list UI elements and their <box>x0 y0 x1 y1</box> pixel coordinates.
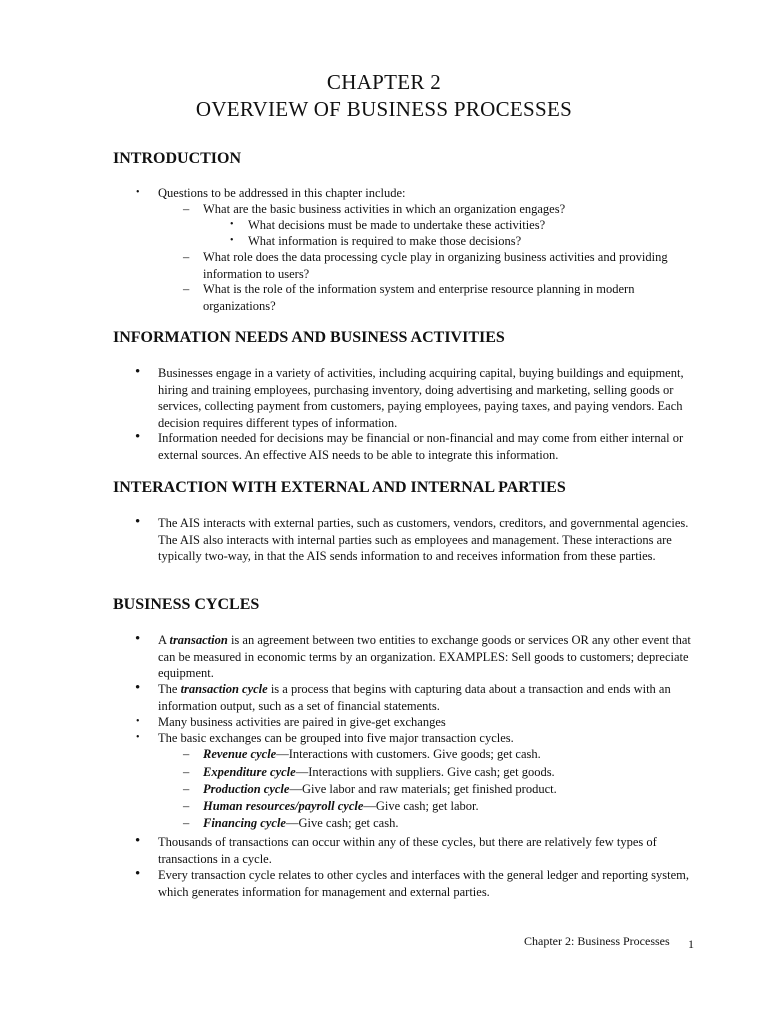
dash-marker: – <box>183 799 190 813</box>
bullet-marker: • <box>230 235 234 246</box>
dash-marker: – <box>183 765 190 779</box>
bullet-marker: • <box>135 429 141 445</box>
bullet-marker: • <box>230 219 234 230</box>
cycle-item-human-resources: – Human resources/payroll cycle—Give cash; get labor. <box>183 799 479 813</box>
list-item: • Businesses engage in a variety of activities, including acquiring capital, buying buildings and equipment, hiring and training employees, purchasing inventory, doing advertising and marketing, selling goods or services, collecting payment from customers, paying employees, paying taxes, and paying vendors. Each decision requires different types of information. <box>135 364 684 430</box>
bullet-marker: • <box>135 514 141 530</box>
list-item: – What is the role of the information system and enterprise resource planning in modern organizations? <box>183 282 635 313</box>
section-heading-information-needs: INFORMATION NEEDS AND BUSINESS ACTIVITIES <box>113 329 505 346</box>
list-item: • Questions to be addressed in this chapter include: <box>136 186 406 200</box>
section-heading-interaction: INTERACTION WITH EXTERNAL AND INTERNAL PARTIES <box>113 479 566 496</box>
bullet-marker: • <box>136 732 140 743</box>
cycle-item-production: – Production cycle—Give labor and raw materials; get finished product. <box>183 782 557 796</box>
bullet-marker: • <box>136 187 140 198</box>
list-item: • A transaction is an agreement between two entities to exchange goods or services OR any other event that can be measured in economic terms by an organization. EXAMPLES: Sell goods to customers; depreciate equipment. <box>135 631 691 680</box>
page-footer: Chapter 2: Business Processes <box>524 934 670 948</box>
list-item: – What role does the data processing cycle play in organizing business activities and providing information to users? <box>183 250 668 281</box>
chapter-title: OVERVIEW OF BUSINESS PROCESSES <box>195 97 573 121</box>
bullet-marker: • <box>135 680 141 696</box>
list-item: • Every transaction cycle relates to other cycles and interfaces with the general ledger and reporting system, which generates information for management and external parties. <box>135 866 690 899</box>
list-item: – What are the basic business activities in which an organization engages? <box>183 202 566 216</box>
term-transaction: transaction <box>169 633 228 647</box>
dash-marker: – <box>183 250 190 264</box>
dash-marker: – <box>183 202 190 216</box>
cycle-item-expenditure: – Expenditure cycle—Interactions with suppliers. Give cash; get goods. <box>183 765 555 779</box>
bullet-marker: • <box>135 364 141 380</box>
section-heading-business-cycles: BUSINESS CYCLES <box>113 596 260 613</box>
bullet-marker: • <box>135 833 141 849</box>
list-item: • The AIS interacts with external parties, such as customers, vendors, creditors, and governmental agencies. The AIS also interacts with internal parties such as employees and management. These interactions are typically two-way, in that the AIS sends information to and receives information from these parties. <box>135 514 689 563</box>
dash-marker: – <box>183 782 190 796</box>
list-item: • Thousands of transactions can occur within any of these cycles, but there are relatively few types of transactions in a cycle. <box>135 833 657 866</box>
bullet-marker: • <box>135 631 141 647</box>
list-item: • Information needed for decisions may be financial or non-financial and may come from either internal or external sources. An effective AIS needs to be able to integrate this information. <box>135 429 684 462</box>
chapter-number: CHAPTER 2 <box>326 70 442 94</box>
list-item: • What decisions must be made to undertake these activities? <box>230 218 546 232</box>
dash-marker: – <box>183 816 190 830</box>
dash-marker: – <box>183 747 190 761</box>
list-item: • The transaction cycle is a process that begins with capturing data about a transaction and ends with an information output, such as a set of financial statements. <box>135 680 671 713</box>
list-item: • What information is required to make those decisions? <box>230 234 522 248</box>
cycle-item-financing: – Financing cycle—Give cash; get cash. <box>183 816 399 830</box>
list-item: • The basic exchanges can be grouped into five major transaction cycles. <box>136 731 514 745</box>
bullet-marker: • <box>136 716 140 727</box>
cycle-item-revenue: – Revenue cycle—Interactions with customers. Give goods; get cash. <box>183 747 541 761</box>
page-number: 1 <box>688 937 694 951</box>
list-item: • Many business activities are paired in give-get exchanges <box>136 715 446 729</box>
bullet-marker: • <box>135 866 141 882</box>
dash-marker: – <box>183 282 190 296</box>
term-transaction-cycle: transaction cycle <box>180 682 268 696</box>
section-heading-introduction: INTRODUCTION <box>113 150 242 167</box>
